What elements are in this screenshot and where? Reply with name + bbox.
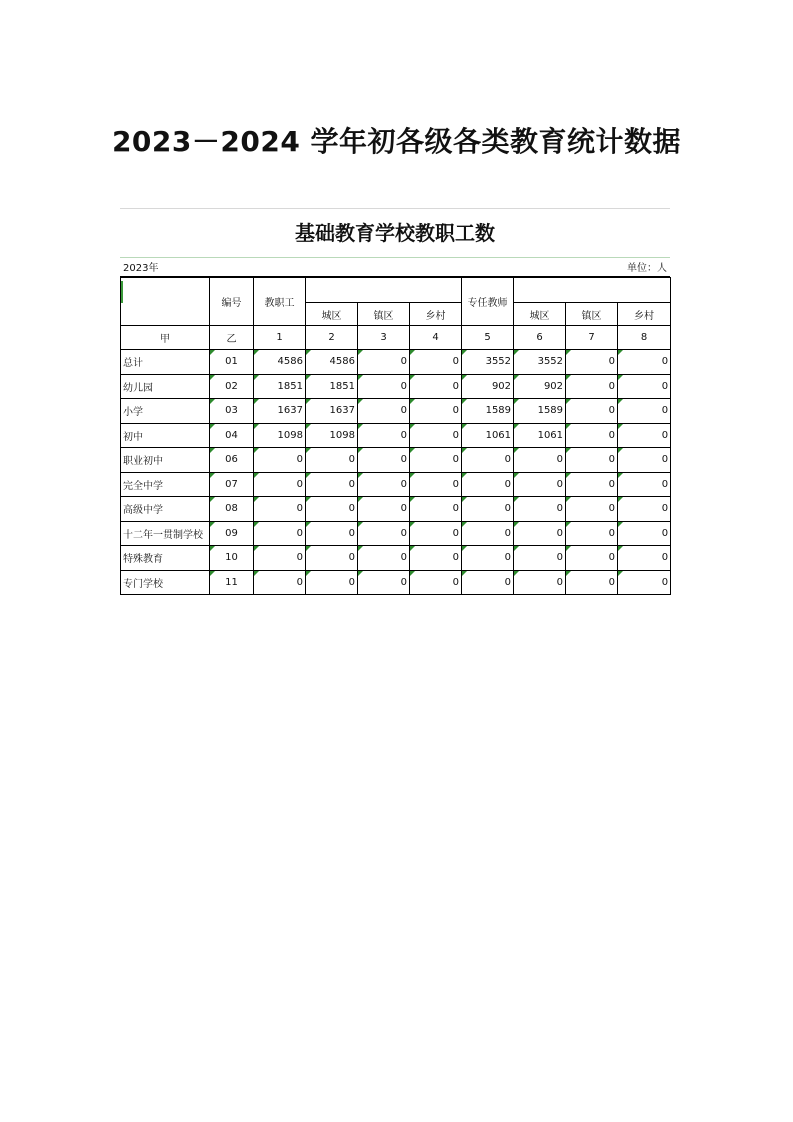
table-row	[121, 570, 671, 595]
unit-label: 单位：人	[627, 263, 667, 274]
row-label: 专门学校	[121, 570, 210, 595]
row-code: 02	[210, 374, 254, 399]
header-teachers-group	[514, 278, 671, 303]
row-code: 01	[210, 350, 254, 375]
index-cell: 乙	[210, 326, 254, 350]
row-code: 11	[210, 570, 254, 595]
row-label: 高级中学	[121, 497, 210, 522]
value-cell: 0	[566, 399, 618, 424]
row-label: 特殊教育	[121, 546, 210, 571]
index-cell: 3	[358, 326, 410, 350]
value-cell: 0	[358, 472, 410, 497]
value-cell: 0	[358, 448, 410, 473]
value-cell: 0	[618, 399, 671, 424]
header-rural-2: 乡村	[618, 303, 671, 326]
value-cell: 0	[410, 374, 462, 399]
value-cell: 1589	[514, 399, 566, 424]
value-cell: 0	[306, 448, 358, 473]
row-code: 03	[210, 399, 254, 424]
value-cell: 0	[566, 570, 618, 595]
value-cell: 0	[358, 374, 410, 399]
value-cell: 0	[358, 350, 410, 375]
value-cell: 0	[618, 448, 671, 473]
table-row	[121, 374, 671, 399]
row-code: 06	[210, 448, 254, 473]
value-cell: 0	[410, 448, 462, 473]
index-cell: 6	[514, 326, 566, 350]
value-cell: 0	[514, 570, 566, 595]
value-cell: 0	[566, 546, 618, 571]
value-cell: 1637	[306, 399, 358, 424]
row-label: 初中	[121, 423, 210, 448]
row-label: 职业初中	[121, 448, 210, 473]
value-cell: 0	[462, 497, 514, 522]
row-label: 幼儿园	[121, 374, 210, 399]
value-cell: 902	[514, 374, 566, 399]
value-cell: 0	[618, 350, 671, 375]
table-row	[121, 399, 671, 424]
value-cell: 0	[306, 546, 358, 571]
value-cell: 0	[410, 497, 462, 522]
value-cell: 1851	[306, 374, 358, 399]
value-cell: 0	[410, 399, 462, 424]
value-cell: 0	[462, 472, 514, 497]
value-cell: 0	[358, 497, 410, 522]
row-code: 09	[210, 521, 254, 546]
table-row	[121, 423, 671, 448]
value-cell: 0	[514, 472, 566, 497]
table-row	[121, 546, 671, 571]
value-cell: 0	[618, 570, 671, 595]
value-cell: 0	[618, 546, 671, 571]
header-urban: 城区	[306, 303, 358, 326]
value-cell: 0	[306, 570, 358, 595]
table-title: 基础教育学校教职工数	[120, 208, 670, 258]
value-cell: 0	[410, 472, 462, 497]
value-cell: 0	[410, 350, 462, 375]
value-cell: 0	[358, 521, 410, 546]
value-cell: 0	[618, 521, 671, 546]
value-cell: 4586	[254, 350, 306, 375]
year-label: 2023年	[123, 263, 159, 274]
table-row	[121, 350, 671, 375]
value-cell: 0	[566, 350, 618, 375]
value-cell: 0	[254, 448, 306, 473]
page-title: 2023－2024 学年初各级各类教育统计数据	[111, 125, 682, 158]
value-cell: 0	[306, 472, 358, 497]
value-cell: 0	[462, 546, 514, 571]
value-cell: 0	[410, 521, 462, 546]
row-code: 10	[210, 546, 254, 571]
table-row	[121, 472, 671, 497]
value-cell: 0	[566, 374, 618, 399]
index-cell: 7	[566, 326, 618, 350]
value-cell: 0	[306, 497, 358, 522]
value-cell: 0	[462, 570, 514, 595]
value-cell: 0	[618, 374, 671, 399]
index-row	[121, 326, 671, 350]
value-cell: 0	[254, 521, 306, 546]
row-label: 完全中学	[121, 472, 210, 497]
index-cell: 5	[462, 326, 514, 350]
row-code: 08	[210, 497, 254, 522]
value-cell: 0	[566, 472, 618, 497]
header-teachers: 专任教师	[462, 278, 514, 326]
value-cell: 0	[254, 497, 306, 522]
index-cell: 1	[254, 326, 306, 350]
value-cell: 0	[618, 423, 671, 448]
value-cell: 0	[618, 472, 671, 497]
row-label: 小学	[121, 399, 210, 424]
value-cell: 0	[618, 497, 671, 522]
header-staff-group	[306, 278, 462, 303]
value-cell: 0	[410, 570, 462, 595]
value-cell: 0	[254, 472, 306, 497]
value-cell: 0	[358, 570, 410, 595]
staff-table	[120, 277, 671, 595]
value-cell: 0	[254, 546, 306, 571]
table-row	[121, 497, 671, 522]
value-cell: 0	[566, 423, 618, 448]
header-town-2: 镇区	[566, 303, 618, 326]
value-cell: 0	[306, 521, 358, 546]
value-cell: 902	[462, 374, 514, 399]
row-code: 07	[210, 472, 254, 497]
row-code: 04	[210, 423, 254, 448]
value-cell: 4586	[306, 350, 358, 375]
header-code: 编号	[210, 278, 254, 326]
table-row	[121, 521, 671, 546]
meta-row	[120, 256, 670, 277]
value-cell: 1589	[462, 399, 514, 424]
index-cell: 4	[410, 326, 462, 350]
value-cell: 0	[410, 423, 462, 448]
value-cell: 1061	[514, 423, 566, 448]
value-cell: 1851	[254, 374, 306, 399]
value-cell: 0	[514, 448, 566, 473]
table-row	[121, 448, 671, 473]
value-cell: 0	[358, 546, 410, 571]
value-cell: 0	[358, 399, 410, 424]
header-rural: 乡村	[410, 303, 462, 326]
value-cell: 1098	[254, 423, 306, 448]
value-cell: 0	[462, 521, 514, 546]
value-cell: 1637	[254, 399, 306, 424]
header-staff: 教职工	[254, 278, 306, 326]
header-urban-2: 城区	[514, 303, 566, 326]
header-town: 镇区	[358, 303, 410, 326]
index-cell: 2	[306, 326, 358, 350]
value-cell: 0	[514, 546, 566, 571]
value-cell: 0	[410, 546, 462, 571]
value-cell: 3552	[514, 350, 566, 375]
value-cell: 0	[566, 497, 618, 522]
value-cell: 1098	[306, 423, 358, 448]
value-cell: 0	[566, 448, 618, 473]
value-cell: 0	[514, 497, 566, 522]
row-label: 十二年一贯制学校	[121, 521, 210, 546]
value-cell: 3552	[462, 350, 514, 375]
value-cell: 0	[358, 423, 410, 448]
index-cell: 8	[618, 326, 671, 350]
value-cell: 1061	[462, 423, 514, 448]
value-cell: 0	[462, 448, 514, 473]
corner-cell	[121, 278, 210, 326]
row-label: 总计	[121, 350, 210, 375]
value-cell: 0	[566, 521, 618, 546]
value-cell: 0	[514, 521, 566, 546]
index-cell: 甲	[121, 326, 210, 350]
value-cell: 0	[254, 570, 306, 595]
